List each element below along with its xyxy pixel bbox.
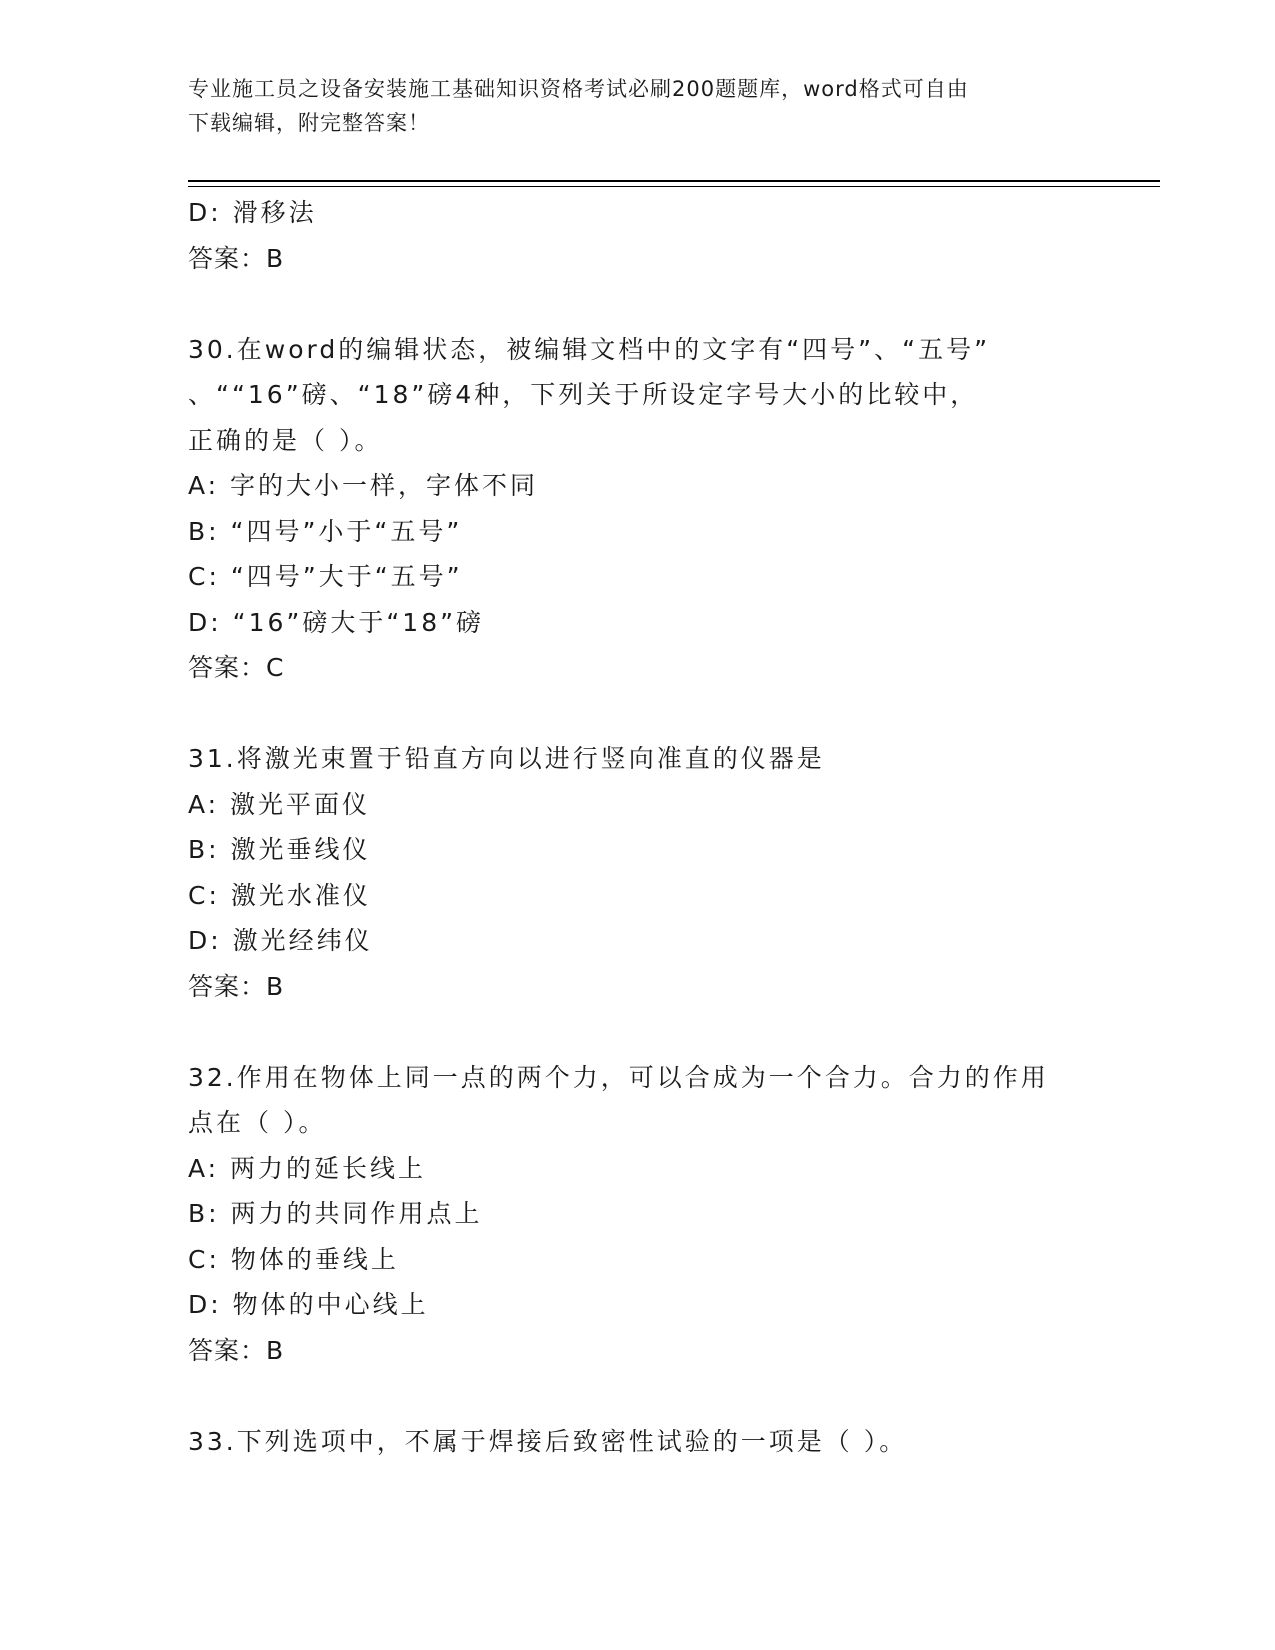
- question-text-line: 正确的是（ ）。: [188, 425, 383, 455]
- option-b: B: “四号”小于“五号”: [188, 516, 463, 546]
- question-text-line: 32.作用在物体上同一点的两个力，可以合成为一个合力。合力的作用: [188, 1062, 1049, 1092]
- question-text-line: 、““16”磅、“18”磅4种，下列关于所设定字号大小的比较中，: [188, 380, 979, 409]
- option-d: D: 激光经纬仪: [188, 926, 373, 955]
- header-line-2: 下载编辑，附完整答案！: [188, 111, 430, 135]
- header-divider-thin: [188, 186, 1160, 187]
- question-list: [188, 190, 1088, 1464]
- question-text-line: 点在（ ）。: [188, 1108, 327, 1137]
- answer: 答案：C: [188, 653, 285, 682]
- prev-option-d: D: 滑移法: [188, 198, 317, 227]
- option-b: B: 两力的共同作用点上: [188, 1199, 483, 1228]
- question-32: [188, 1055, 1088, 1374]
- spacer: [188, 691, 1088, 737]
- question-30: [188, 327, 1088, 691]
- question-text-line: 31.将激光束置于铅直方向以进行竖向准直的仪器是: [188, 744, 825, 773]
- spacer: [188, 1373, 1088, 1419]
- option-b: B: 激光垂线仪: [188, 835, 371, 864]
- option-a: A: 字的大小一样，字体不同: [188, 471, 539, 500]
- page-header: [188, 72, 1088, 140]
- answer: 答案：B: [188, 971, 285, 1001]
- spacer: [188, 1009, 1088, 1055]
- option-c: C: 激光水准仪: [188, 880, 371, 910]
- option-a: A: 激光平面仪: [188, 789, 371, 819]
- header-line-1: 专业施工员之设备安装施工基础知识资格考试必刷200题题库，word格式可自由: [188, 77, 969, 101]
- header-divider-thick: [188, 180, 1160, 182]
- prev-answer: 答案：B: [188, 243, 285, 273]
- option-d: D: “16”磅大于“18”磅: [188, 607, 485, 637]
- answer: 答案：B: [188, 1335, 285, 1365]
- question-text-line: 30.在word的编辑状态，被编辑文档中的文字有“四号”、“五号”: [188, 334, 991, 364]
- option-d: D: 物体的中心线上: [188, 1290, 429, 1319]
- spacer: [188, 281, 1088, 327]
- option-a: A: 两力的延长线上: [188, 1153, 427, 1183]
- question-31: [188, 736, 1088, 1009]
- option-c: C: “四号”大于“五号”: [188, 562, 463, 591]
- question-33: [188, 1419, 1088, 1465]
- question-text-line: 33.下列选项中，不属于焊接后致密性试验的一项是（ ）。: [188, 1426, 908, 1456]
- option-c: C: 物体的垂线上: [188, 1244, 399, 1274]
